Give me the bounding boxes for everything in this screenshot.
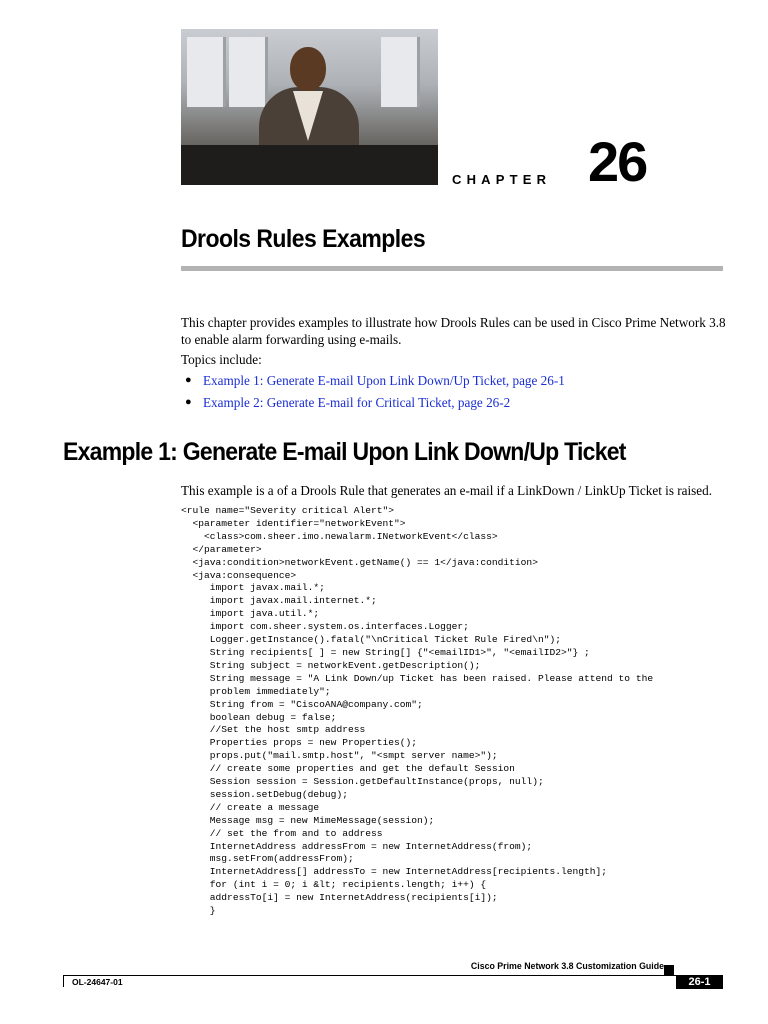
- footer-doc-number: OL-24647-01: [72, 977, 123, 987]
- photo-chair: [181, 145, 438, 185]
- footer-guide-title: Cisco Prime Network 3.8 Customization Guide: [470, 961, 664, 971]
- section-intro: This example is a of a Drools Rule that generates an e-mail if a LinkDown / LinkUp Ticket is raised.: [181, 483, 713, 498]
- footer-rule: [63, 975, 723, 976]
- photo-person-head: [290, 47, 326, 91]
- section-heading: Example 1: Generate E-mail Upon Link Down/Up Ticket: [63, 438, 626, 466]
- chapter-label: CHAPTER: [452, 172, 552, 187]
- chapter-photo: [181, 29, 438, 185]
- topics-list: [185, 372, 565, 416]
- footer-mark: [664, 965, 674, 975]
- chapter-title: Drools Rules Examples: [181, 225, 426, 253]
- topic-link-example-1[interactable]: Example 1: Generate E-mail Upon Link Down/Up Ticket, page 26-1: [203, 373, 565, 388]
- bullet-icon: ●: [185, 396, 192, 408]
- topic-item: [185, 394, 565, 416]
- footer-tick: [63, 975, 64, 987]
- chapter-number: 26: [588, 130, 647, 193]
- title-rule: [181, 266, 723, 271]
- topic-item: [185, 372, 565, 394]
- photo-window: [381, 37, 420, 107]
- page-number: 26-1: [676, 976, 723, 989]
- code-block: <rule name="Severity critical Alert"> <parameter identifier="networkEvent"> <class>com.sheer.imo.newalarm.INetworkEvent</class> </parameter> <java:condition>networkEvent.getName() == 1</java:condition> <java:consequence> import javax.mail.*; import javax.mail.internet.*; import java.util.*; import com.sheer.system.os.interfaces.Logger; Logger.getInstance().fatal("\nCritical Ticket Rule Fired\n"); String recipients[ ] = new String[] {"<emailID1>", "<emailID2>"} ; String subject = networkEvent.getDescription(); String message = "A Link Down/up Ticket has been raised. Please attend to the problem immediately"; String from = "CiscoANA@company.com"; boolean debug = false; //Set the host smtp address Properties props = new Properties(); props.put("mail.smtp.host", "<smpt server name>"); // create some properties and get the default Session Session session = Session.getDefaultInstance(props, null); session.setDebug(debug); // create a message Message msg = new MimeMessage(session); // set the from and to address InternetAddress addressFrom = new InternetAddress(from); msg.setFrom(addressFrom); InternetAddress[] addressTo = new InternetAddress[recipients.length]; for (int i = 0; i &lt; recipients.length; i++) { addressTo[i] = new InternetAddress(recipients[i]); }: [181, 505, 654, 917]
- topic-link-example-2[interactable]: Example 2: Generate E-mail for Critical Ticket, page 26-2: [203, 395, 511, 410]
- photo-window: [229, 37, 268, 107]
- photo-window: [187, 37, 226, 107]
- topics-label: Topics include:: [181, 352, 262, 367]
- intro-paragraph: This chapter provides examples to illustrate how Drools Rules can be used in Cisco Prime Network 3.8 to enable alarm forwarding using e-mails.: [181, 315, 726, 347]
- bullet-icon: ●: [185, 374, 192, 386]
